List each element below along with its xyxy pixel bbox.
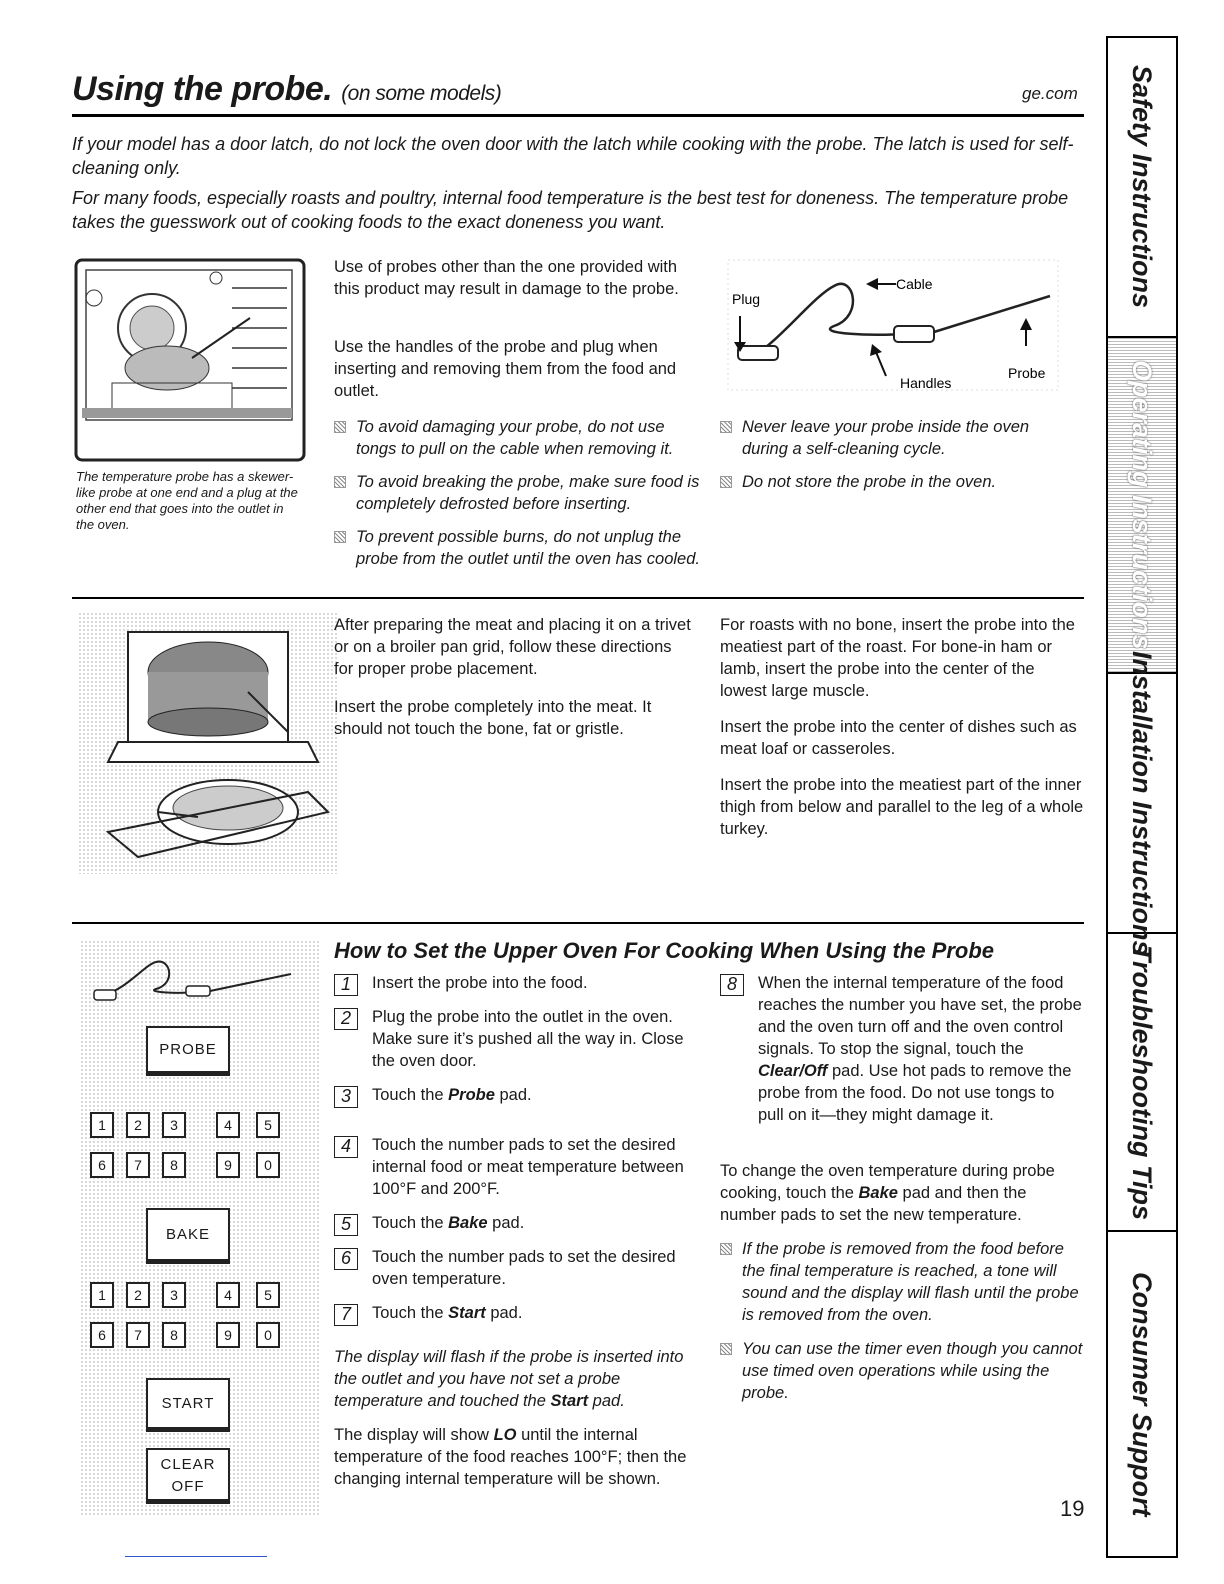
bullet-probe-removed: If the probe is removed from the food before the final temperature is reached, a tone will sound and the display will flash until the probe is removed from the oven.	[720, 1238, 1084, 1326]
display-flash-note: The display will flash if the probe is inserted into the outlet and you have not set a probe temperature and touched the Start pad.	[334, 1348, 684, 1410]
intro-paragraph-1: If your model has a door latch, do not lock the oven door with the latch while cooking with the probe. The latch is used for self-cleaning only.	[72, 134, 1074, 178]
bullet-tongs: To avoid damaging your probe, do not use tongs to pull on the cable when removing it.	[334, 416, 704, 460]
plug-label: Plug	[732, 291, 761, 307]
bake-pad[interactable]: BAKE	[146, 1208, 230, 1264]
key-5[interactable]: 5	[256, 1282, 280, 1308]
bullet-icon	[720, 1243, 732, 1255]
roast-instructions: For roasts with no bone, insert the probe into the meatiest part of the roast. For bone-in ham or lamb, insert the probe into the center of the lowest large muscle.	[720, 616, 1075, 700]
key-5[interactable]: 5	[256, 1112, 280, 1138]
insert-completely: Insert the probe completely into the meat. It should not touch the bone, fat or gristle.	[334, 698, 652, 738]
step-number: 7	[334, 1304, 358, 1326]
step-4: 4 Touch the number pads to set the desired internal food or meat temperature between 100°F and 200°F.	[334, 1134, 694, 1200]
intro-paragraph-2: For many foods, especially roasts and poultry, internal food temperature is the best test for doneness. The temperature probe takes the guesswork out of cooking foods to the exact doneness you want.	[72, 188, 1069, 232]
section-divider	[72, 597, 1084, 599]
key-4[interactable]: 4	[216, 1282, 240, 1308]
step-number: 3	[334, 1086, 358, 1108]
step-number: 6	[334, 1248, 358, 1270]
roast-turkey-illustration	[78, 612, 338, 874]
off-label: OFF	[171, 1478, 205, 1495]
page-number: 19	[1060, 1496, 1085, 1521]
probe-warning-text: Use of probes other than the one provided with this product may result in damage to the probe.	[334, 258, 679, 298]
step-number: 1	[334, 974, 358, 996]
bullet-self-clean: Never leave your probe inside the oven during a self-cleaning cycle.	[720, 416, 1070, 460]
step-5: 5 Touch the Bake pad.	[334, 1212, 694, 1234]
bullet-icon	[334, 531, 346, 543]
step-number: 5	[334, 1214, 358, 1236]
step-1: 1 Insert the probe into the food.	[334, 972, 694, 994]
placement-directions: After preparing the meat and placing it on a trivet or on a broiler pan grid, follow these directions for proper probe placement.	[334, 616, 691, 678]
step-7: 7 Touch the Start pad.	[334, 1302, 694, 1324]
header-rule	[72, 114, 1084, 117]
key-1[interactable]: 1	[90, 1112, 114, 1138]
key-8[interactable]: 8	[162, 1322, 186, 1348]
key-9[interactable]: 9	[216, 1152, 240, 1178]
tab-troubleshooting-tips[interactable]: Troubleshooting Tips	[1108, 934, 1176, 1232]
tab-safety-instructions[interactable]: Safety Instructions	[1108, 38, 1176, 338]
key-4[interactable]: 4	[216, 1112, 240, 1138]
key-7[interactable]: 7	[126, 1152, 150, 1178]
clear-off-pad[interactable]	[146, 1448, 230, 1504]
key-6[interactable]: 6	[90, 1152, 114, 1178]
bullet-icon	[334, 476, 346, 488]
key-7[interactable]: 7	[126, 1322, 150, 1348]
probe-caption: The temperature probe has a skewer-like probe at one end and a plug at the other end that goes into the outlet in the oven.	[76, 469, 298, 532]
bullet-icon	[720, 476, 732, 488]
key-1[interactable]: 1	[90, 1282, 114, 1308]
tab-installation-instructions[interactable]: Installation Instructions	[1108, 674, 1176, 934]
key-9[interactable]: 9	[216, 1322, 240, 1348]
probe-pad[interactable]: PROBE	[146, 1026, 230, 1076]
step-6: 6 Touch the number pads to set the desired oven temperature.	[334, 1246, 694, 1290]
page-subtitle: (on some models)	[341, 82, 502, 105]
tab-consumer-support[interactable]: Consumer Support	[1127, 1271, 1157, 1517]
step-2: 2 Plug the probe into the outlet in the oven. Make sure it’s pushed all the way in. Close the oven door.	[334, 1006, 694, 1072]
display-lo-note: The display will show LO until the internal temperature of the food reaches 100°F; then the changing internal temperature will be shown.	[334, 1426, 687, 1488]
key-0[interactable]: 0	[256, 1152, 280, 1178]
probe-diagram	[724, 256, 1064, 396]
bullet-icon	[720, 1343, 732, 1355]
key-2[interactable]: 2	[126, 1112, 150, 1138]
handles-label: Handles	[900, 375, 952, 391]
bullet-store: Do not store the probe in the oven.	[720, 471, 1070, 493]
section-heading: How to Set the Upper Oven For Cooking When Using the Probe	[334, 938, 995, 963]
bullet-burns: To prevent possible burns, do not unplug the probe from the outlet until the oven has cooled.	[334, 526, 704, 570]
key-3[interactable]: 3	[162, 1112, 186, 1138]
site-link[interactable]: ge.com	[1022, 84, 1078, 103]
tab-operating-instructions[interactable]: Operating Instructions	[1108, 338, 1176, 674]
step-number: 8	[720, 974, 744, 996]
step-number: 4	[334, 1136, 358, 1158]
section-divider	[72, 922, 1084, 924]
section-tabs	[1106, 36, 1178, 1558]
change-temperature-note: To change the oven temperature during probe cooking, touch the Bake pad and then the number pads to set the new temperature.	[720, 1162, 1055, 1224]
key-2[interactable]: 2	[126, 1282, 150, 1308]
handles-text: Use the handles of the probe and plug when inserting and removing them from the food and outlet.	[334, 338, 677, 400]
bullet-timer: You can use the timer even though you cannot use timed oven operations while using the probe.	[720, 1338, 1084, 1404]
step-8: 8 When the internal temperature of the food reaches the number you have set, the probe and the oven turn off and the oven control signals. To stop the signal, touch the Clear/Off pad. Use hot pads to remove the probe from the food. Do not use tongs to pull on it—they might damage it.	[720, 972, 1084, 1126]
key-8[interactable]: 8	[162, 1152, 186, 1178]
step-number: 2	[334, 1008, 358, 1030]
key-3[interactable]: 3	[162, 1282, 186, 1308]
cable-label: Cable	[896, 276, 933, 292]
turkey-instructions: Insert the probe into the meatiest part of the inner thigh from below and parallel to the leg of a whole turkey.	[720, 776, 1084, 838]
oven-illustration	[72, 258, 308, 466]
probe-icon	[86, 954, 296, 1014]
key-0[interactable]: 0	[256, 1322, 280, 1348]
probe-label: Probe	[1008, 365, 1046, 381]
footer-link-line	[125, 1556, 267, 1557]
key-6[interactable]: 6	[90, 1322, 114, 1348]
control-panel-illustration	[80, 940, 320, 1515]
casserole-instructions: Insert the probe into the center of dishes such as meat loaf or casseroles.	[720, 718, 1077, 758]
start-pad[interactable]: START	[146, 1378, 230, 1432]
page-title: Using the probe. (on some models)	[72, 70, 502, 108]
bullet-icon	[334, 421, 346, 433]
bullet-defrost: To avoid breaking the probe, make sure food is completely defrosted before inserting.	[334, 471, 704, 515]
clear-label: CLEAR	[160, 1456, 216, 1473]
step-3: 3 Touch the Probe pad.	[334, 1084, 694, 1106]
bullet-icon	[720, 421, 732, 433]
